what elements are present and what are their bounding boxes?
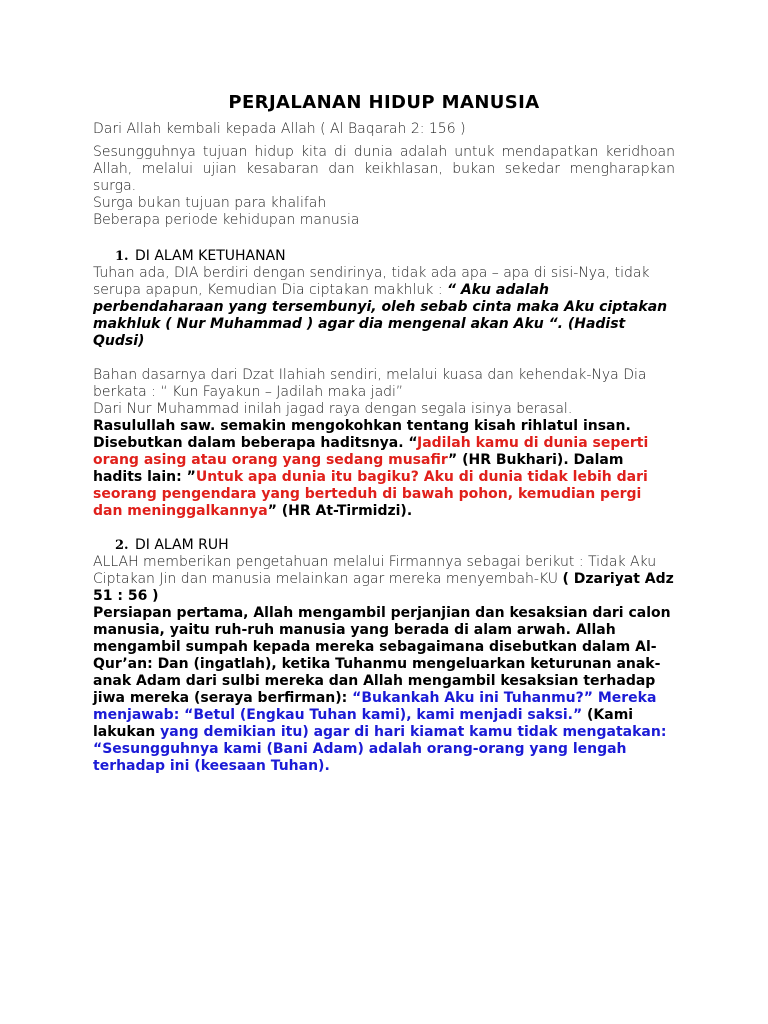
intro-paragraph: Sesungguhnya tujuan hidup kita di dunia adalah untuk mendapatkan keridhoan Allah, melalui ujian kesabaran dan keikhlasan, bukan sekedar mengharapkan surga. xyxy=(93,144,675,194)
section1-hadith-qudsi: “ Aku adalah perbendaharaan yang tersembunyi, oleh sebab cinta maka Aku ciptakan makhluk ( Nur Muhammad ) agar dia mengenal akan Aku “. (Hadist Qudsi) xyxy=(93,282,668,349)
intro-line-verse: Dari Allah kembali kepada Allah ( Al Baqarah 2: 156 ) xyxy=(93,121,466,137)
section2-paragraph-1 xyxy=(93,554,675,605)
section2-blue-quote2: yang demikian itu) agar di hari kiamat kamu tidak mengatakan: “Sesungguhnya kami (Bani Adam) adalah orang-orang yang lengah terhadap ini (keesaan Tuhan). xyxy=(93,724,667,774)
section1-bold1: Rasulullah saw. semakin mengokohkan tentang kisah rihlatul insan. Disebutkan dalam beberapa haditsnya. “ xyxy=(93,418,631,451)
document-title: PERJALANAN HIDUP MANUSIA xyxy=(228,92,540,113)
section1-red-quote2: Untuk apa dunia itu bagiku? Aku di dunia tidak lebih dari seorang pengendara yang berteduh di bawah pohon, kemudian pergi dan meninggalkannya xyxy=(93,469,648,519)
section2-verse-ref: ( Dzariyat Adz 51 : 56 ) xyxy=(93,571,674,604)
section2-paragraph-2 xyxy=(93,605,675,775)
section1-red-quote1: Jadilah kamu di dunia seperti orang asing atau orang yang sedang musafir xyxy=(93,435,649,468)
section1-bold2: ” (HR Bukhari). Dalam hadits lain: ” xyxy=(93,452,624,485)
intro-line-periode: Beberapa periode kehidupan manusia xyxy=(93,212,360,228)
section1-heading xyxy=(93,248,675,265)
section2-bold1: Persiapan pertama, Allah mengambil perjanjian dan kesaksian dari calon manusia, yaitu ruh-ruh manusia yang berada di alam arwah. Allah mengambil sumpah kepada mereka sebagaimana disebutkan dalam Al-Qur’an: Dan (ingatlah), ketika Tuhanmu mengeluarkan keturunan anak-anak Adam dari sulbi mereka dan Allah mengambil kesaksian terhadap jiwa mereka (seraya berfirman): xyxy=(93,605,671,706)
section2-blue-quote1: “Bukankah Aku ini Tuhanmu?” Mereka menjawab: “Betul (Engkau Tuhan kami), kami menjadi saksi.” xyxy=(93,690,657,723)
section1-paragraph-1 xyxy=(93,265,675,350)
section1-bold3: ” (HR At-Tirmidzi). xyxy=(267,503,413,519)
section1-hadith-paragraph xyxy=(93,418,675,520)
section2-bold2: (Kami lakukan xyxy=(93,707,634,740)
section2-heading xyxy=(93,537,675,554)
section1-text1: Tuhan ada, DIA berdiri dengan sendirinya, tidak ada apa – apa di sisi-Nya, tidak serupa apapun, Kemudian Dia ciptakan makhluk : xyxy=(93,265,650,298)
section1-paragraph-3: Dari Nur Muhammad inilah jagad raya dengan segala isinya berasal. xyxy=(93,401,573,417)
section2-text1: ALLAH memberikan pengetahuan melalui Firmannya sebagai berikut : Tidak Aku Ciptakan Jin dan manusia melainkan agar mereka menyembah-KU xyxy=(93,554,657,587)
section2-title: DI ALAM RUH xyxy=(135,537,229,553)
section1-number: 1. xyxy=(115,249,129,264)
section1-paragraph-2: Bahan dasarnya dari Dzat Ilahiah sendiri, melalui kuasa dan kehendak-Nya Dia berkata : “ Kun Fayakun – Jadilah maka jadi” xyxy=(93,367,647,400)
intro-line-surga: Surga bukan tujuan para khalifah xyxy=(93,195,327,211)
section2-number: 2. xyxy=(115,538,129,553)
section1-title: DI ALAM KETUHANAN xyxy=(135,248,286,264)
